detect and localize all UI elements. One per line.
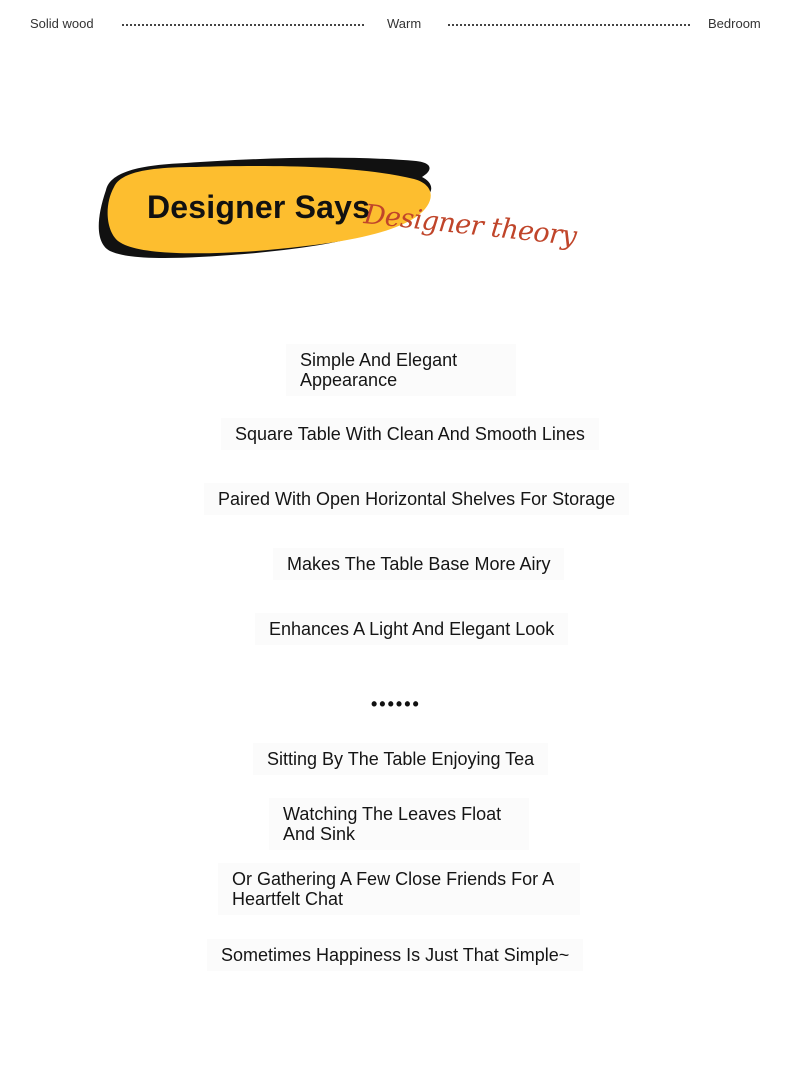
description-line: Paired With Open Horizontal Shelves For Storage xyxy=(218,489,616,509)
top-tagline-bar xyxy=(0,0,790,50)
description-line: Or Gathering A Few Close Friends For A Heartfelt Chat xyxy=(232,869,555,909)
description-line: Makes The Table Base More Airy xyxy=(287,554,551,574)
dotted-divider xyxy=(122,24,364,26)
tag-warm: Warm xyxy=(387,16,422,31)
description-line: Simple And Elegant Appearance xyxy=(300,350,458,390)
designer-says-banner xyxy=(96,155,576,265)
description-line: Watching The Leaves Float And Sink xyxy=(283,804,502,844)
description-line: Sometimes Happiness Is Just That Simple~ xyxy=(221,945,570,965)
dot-separator: •••••• xyxy=(371,694,421,714)
dotted-divider xyxy=(448,24,690,26)
banner-title: Designer Says xyxy=(147,189,371,225)
description-line: Enhances A Light And Elegant Look xyxy=(269,619,555,639)
description-line: Sitting By The Table Enjoying Tea xyxy=(267,749,535,769)
description-line: Square Table With Clean And Smooth Lines xyxy=(235,424,585,444)
tag-bedroom: Bedroom xyxy=(708,16,761,31)
banner-script-subtitle: Designer theory xyxy=(362,199,578,253)
tag-solid-wood: Solid wood xyxy=(30,16,94,31)
